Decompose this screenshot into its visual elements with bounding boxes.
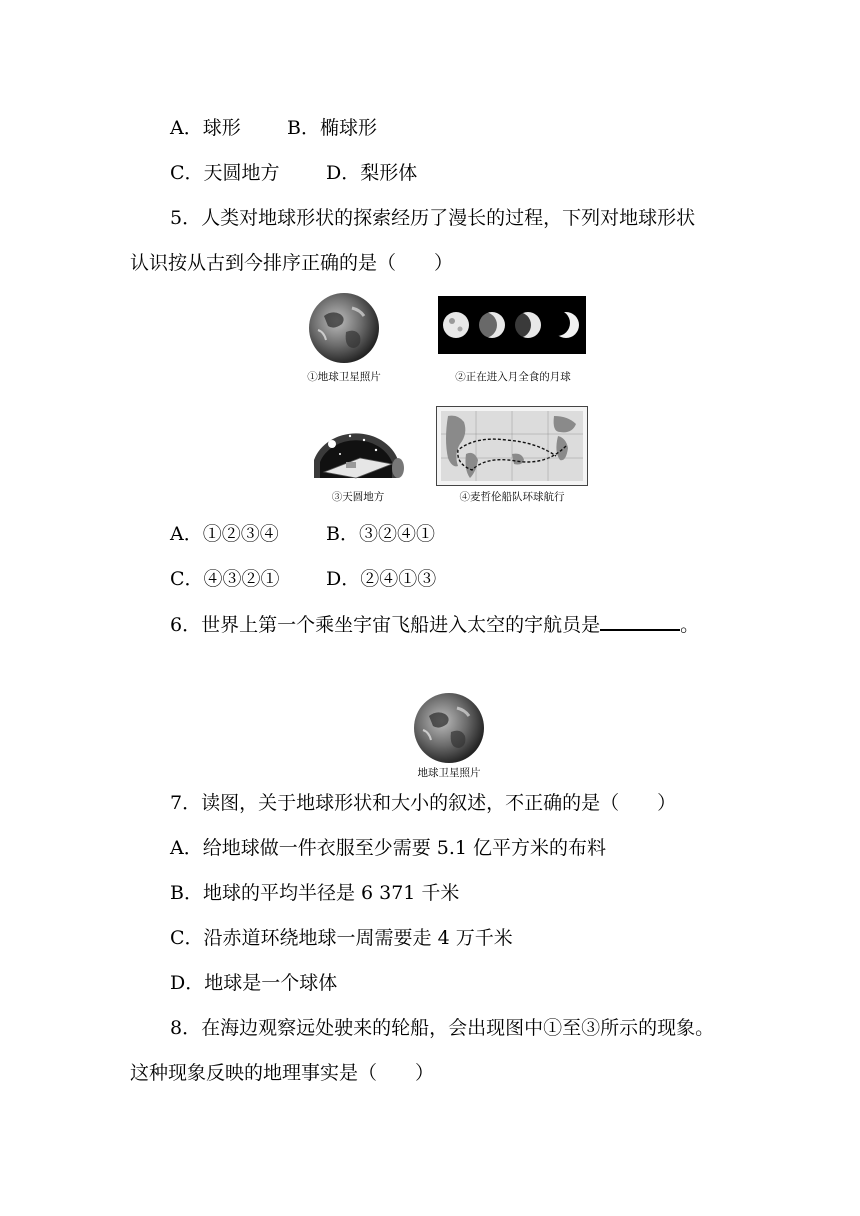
lunar-eclipse-image — [438, 296, 586, 354]
q6-stem — [170, 611, 699, 638]
magellan-route-map-image — [436, 406, 588, 486]
figure-1-caption: ①地球卫星照片 — [307, 371, 381, 383]
round-heaven-square-earth-image — [310, 420, 406, 482]
q4-option-c: C．天圆地方 — [170, 162, 280, 184]
earth-photo-image-q7 — [411, 692, 487, 764]
q8-stem-line1: 8．在海边观察远处驶来的轮船，会出现图中①至③所示的现象。 — [170, 1017, 715, 1039]
q5-option-c: C．④③②① — [170, 568, 280, 590]
figure-4-caption: ④麦哲伦船队环球航行 — [459, 491, 565, 503]
earth-photo-image — [306, 292, 382, 364]
figure-3-caption: ③天圆地方 — [331, 491, 385, 503]
q7-option-d: D．地球是一个球体 — [170, 972, 338, 994]
figure-2-caption: ②正在进入月全食的月球 — [455, 371, 571, 383]
q4-option-d: D．梨形体 — [326, 162, 418, 184]
q7-option-a: A．给地球做一件衣服至少需要 5.1 亿平方米的布料 — [170, 837, 607, 859]
q6-stem-text: 6．世界上第一个乘坐宇宙飞船进入太空的宇航员是 — [170, 614, 601, 636]
q7-stem: 7．读图，关于地球形状和大小的叙述，不正确的是（ ） — [170, 792, 677, 814]
q5-option-a: A．①②③④ — [170, 523, 279, 545]
q6-stem-end: 。 — [680, 614, 700, 636]
q5-stem-line2: 认识按从古到今排序正确的是（ ） — [130, 252, 454, 274]
q4-option-b: B．椭球形 — [287, 117, 377, 139]
q5-option-b: B．③②④① — [326, 523, 435, 545]
q6-answer-blank — [600, 611, 680, 631]
q8-stem-line2: 这种现象反映的地理事实是（ ） — [130, 1062, 435, 1084]
q5-option-d: D．②④①③ — [326, 568, 437, 590]
q7-figure-caption: 地球卫星照片 — [417, 767, 481, 779]
q4-option-a: A．球形 — [170, 117, 241, 139]
q7-option-c: C．沿赤道环绕地球一周需要走 4 万千米 — [170, 927, 513, 949]
q7-option-b: B．地球的平均半径是 6 371 千米 — [170, 882, 460, 904]
q5-stem-line1: 5．人类对地球形状的探索经历了漫长的过程，下列对地球形状 — [170, 207, 696, 229]
